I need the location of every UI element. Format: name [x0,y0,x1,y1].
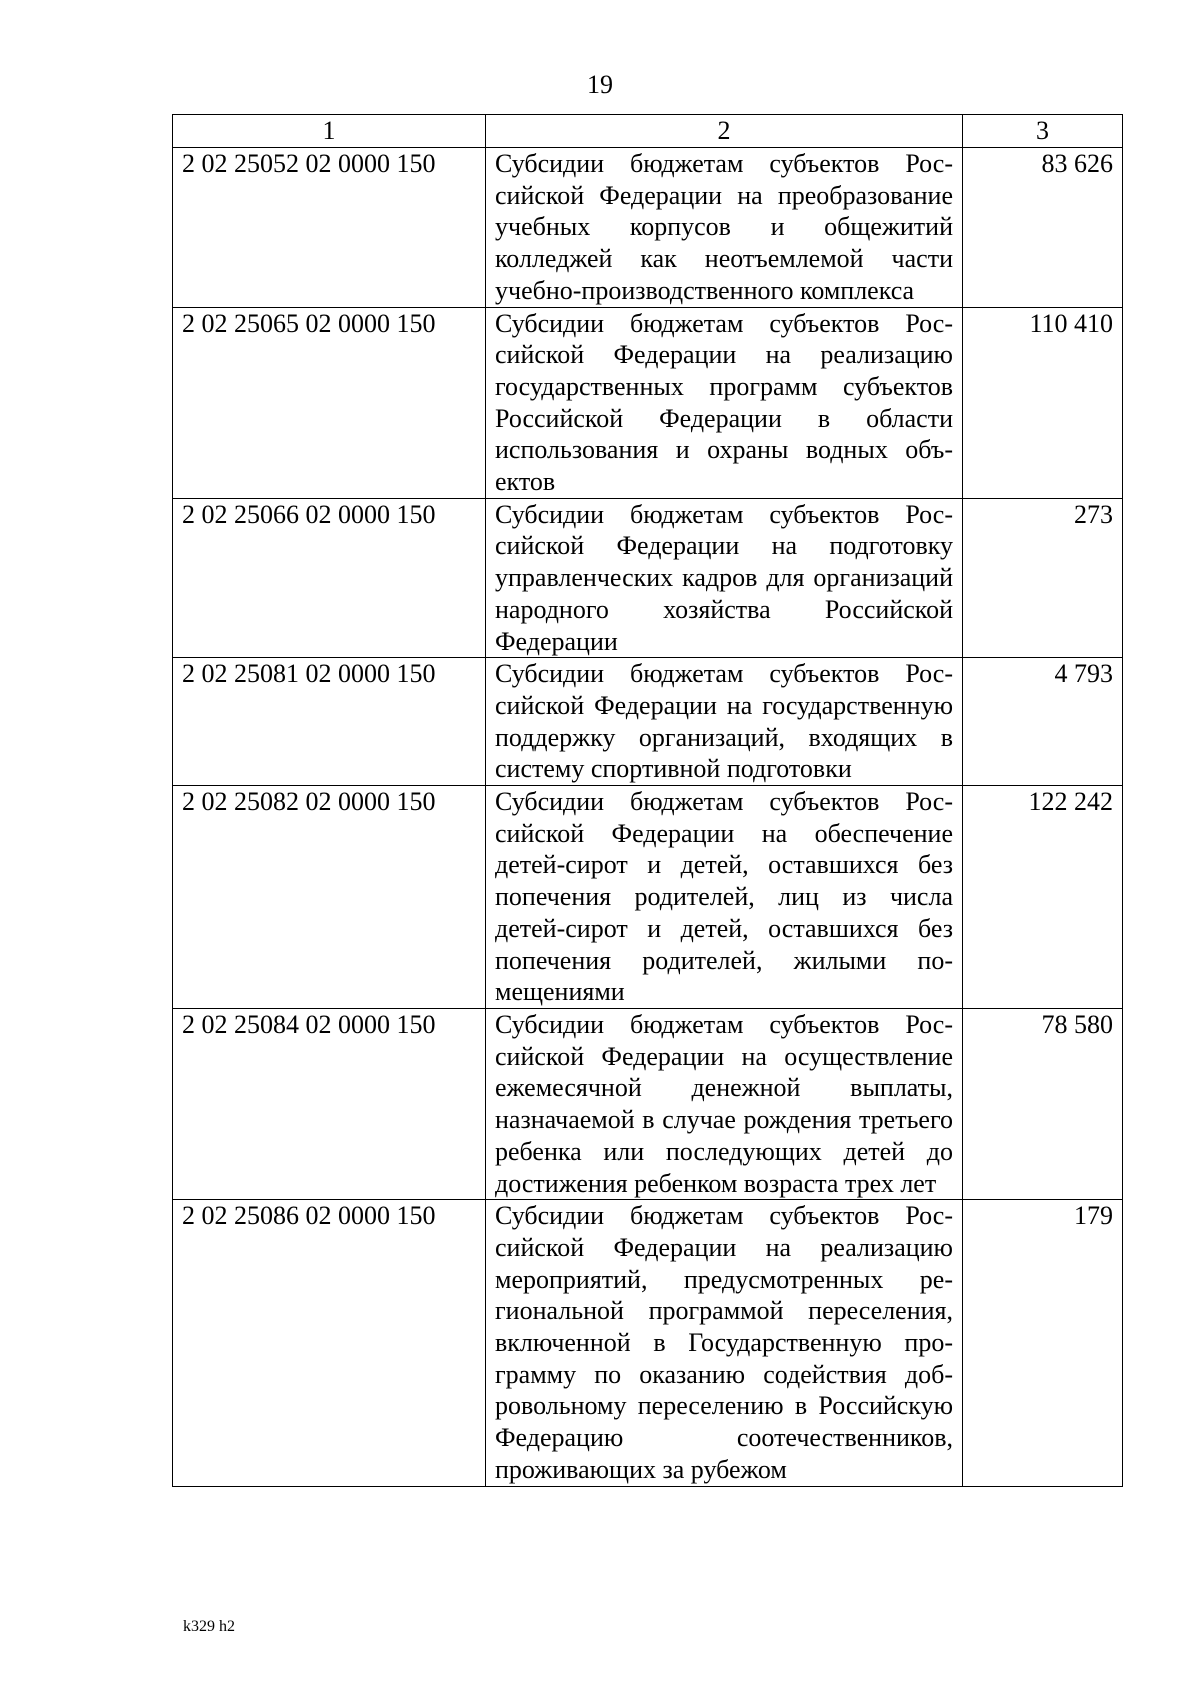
row-amount: 78 580 [963,1008,1123,1199]
table-row [173,307,1123,498]
row-amount: 83 626 [963,148,1123,308]
table-row [173,658,1123,786]
row-description: Субсидии бюджетам субъектов Российской Федерации на реализацию государственных программ субъектов Российской Федерации в области использования и охраны водных объектов [486,307,963,498]
row-code: 2 02 25066 02 0000 150 [173,498,486,658]
row-code: 2 02 25082 02 0000 150 [173,786,486,1009]
row-description: Субсидии бюджетам субъектов Российской Федерации на государственную поддержку организаций, входящих в систему спортивной подготовки [486,658,963,786]
row-code: 2 02 25065 02 0000 150 [173,307,486,498]
footer-document-code: k329 h2 [183,1618,235,1635]
column-header-3: 3 [963,115,1123,148]
column-header-2: 2 [486,115,963,148]
row-description: Субсидии бюджетам субъектов Российской Федерации на обеспечение детей-сирот и детей, оставшихся без попечения родителей, лиц из числа детей-сирот и детей, оставшихся без попечения родителей, жилыми помещениями [486,786,963,1009]
row-amount: 179 [963,1200,1123,1486]
row-code: 2 02 25086 02 0000 150 [173,1200,486,1486]
table-row [173,786,1123,1009]
row-amount: 122 242 [963,786,1123,1009]
row-amount: 4 793 [963,658,1123,786]
page-number: 19 [587,70,613,99]
column-header-1: 1 [173,115,486,148]
table-row [173,148,1123,308]
budget-table [172,114,1123,1487]
row-amount: 273 [963,498,1123,658]
row-code: 2 02 25084 02 0000 150 [173,1008,486,1199]
table-header-row [173,115,1123,148]
row-code: 2 02 25052 02 0000 150 [173,148,486,308]
row-description: Субсидии бюджетам субъектов Российской Федерации на осуществление ежемесячной денежной выплаты, назначаемой в случае рождения третьего ребенка или последующих детей до достижения ребенком возраста трех лет [486,1008,963,1199]
table-row [173,498,1123,658]
table-row [173,1008,1123,1199]
row-description: Субсидии бюджетам субъектов Российской Федерации на преобразование учебных корпусов и общежитий колледжей как неотъемлемой части учебно-производственного комплекса [486,148,963,308]
row-description: Субсидии бюджетам субъектов Российской Федерации на подготовку управленческих кадров для организаций народного хозяйства Российской Федерации [486,498,963,658]
row-code: 2 02 25081 02 0000 150 [173,658,486,786]
row-amount: 110 410 [963,307,1123,498]
table-row [173,1200,1123,1486]
row-description: Субсидии бюджетам субъектов Российской Федерации на реализацию мероприятий, предусмотренных региональной программой переселения, включенной в Государственную программу по оказанию содействия добровольному переселению в Российскую Федерацию соотечественников, проживающих за рубежом [486,1200,963,1486]
